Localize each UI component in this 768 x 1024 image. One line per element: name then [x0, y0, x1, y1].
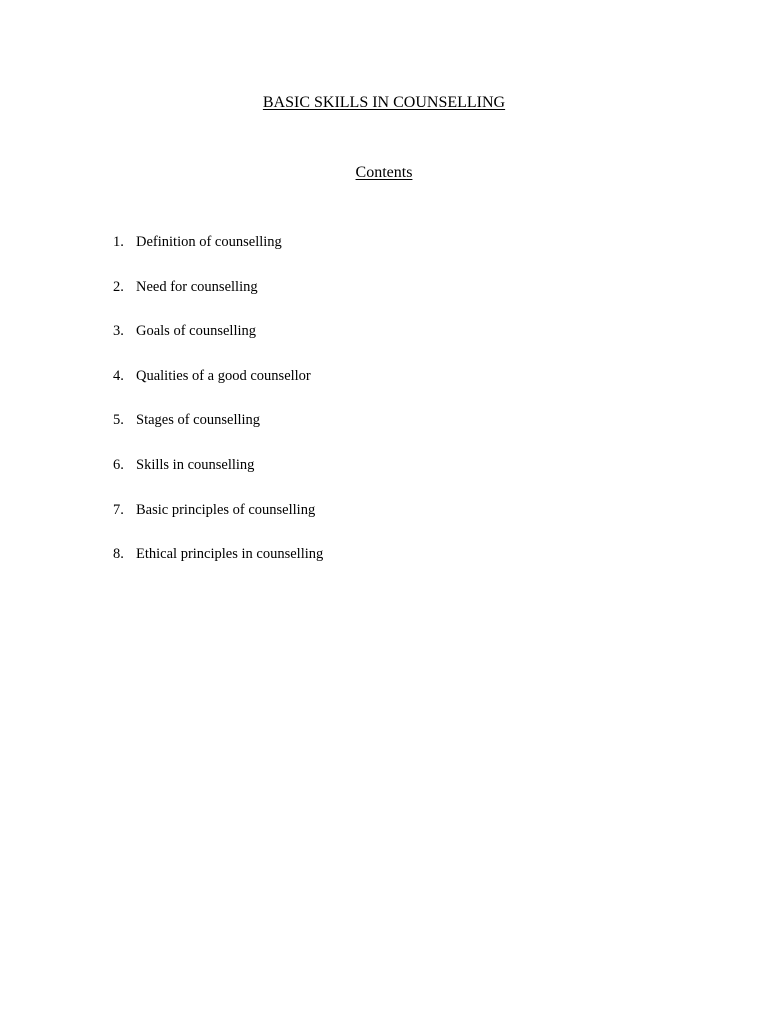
- toc-item-label: Skills in counselling: [136, 456, 255, 473]
- page-title: BASIC SKILLS IN COUNSELLING: [262, 94, 506, 111]
- toc-item-goals: [0, 321, 768, 366]
- toc-item-qualities: [0, 366, 768, 411]
- toc-item-label: Ethical principles in counselling: [136, 546, 324, 563]
- toc-item-label: Basic principles of counselling: [136, 501, 316, 518]
- toc-item-number: 5.: [113, 412, 124, 429]
- toc-item-label: Definition of counselling: [136, 234, 282, 250]
- toc-item-number: 4.: [113, 367, 124, 384]
- toc-item-label: Need for counselling: [136, 278, 258, 295]
- toc-item-label: Stages of counselling: [136, 412, 261, 429]
- toc-item-number: 6.: [113, 456, 124, 473]
- toc-item-ethics: [0, 544, 768, 589]
- toc-item-number: 2.: [113, 278, 124, 295]
- table-of-contents: [0, 232, 768, 589]
- toc-item-skills: [0, 455, 768, 500]
- toc-item-definition: [0, 232, 768, 277]
- toc-item-number: 8.: [113, 546, 124, 563]
- toc-item-label: Goals of counselling: [136, 323, 257, 340]
- contents-heading: Contents: [355, 164, 413, 181]
- toc-item-principles: [0, 500, 768, 545]
- toc-item-number: 3.: [113, 323, 124, 340]
- toc-item-need: [0, 277, 768, 322]
- toc-item-number: 1.: [113, 234, 124, 250]
- toc-item-number: 7.: [113, 501, 124, 518]
- toc-item-stages: [0, 410, 768, 455]
- toc-item-label: Qualities of a good counsellor: [136, 367, 311, 384]
